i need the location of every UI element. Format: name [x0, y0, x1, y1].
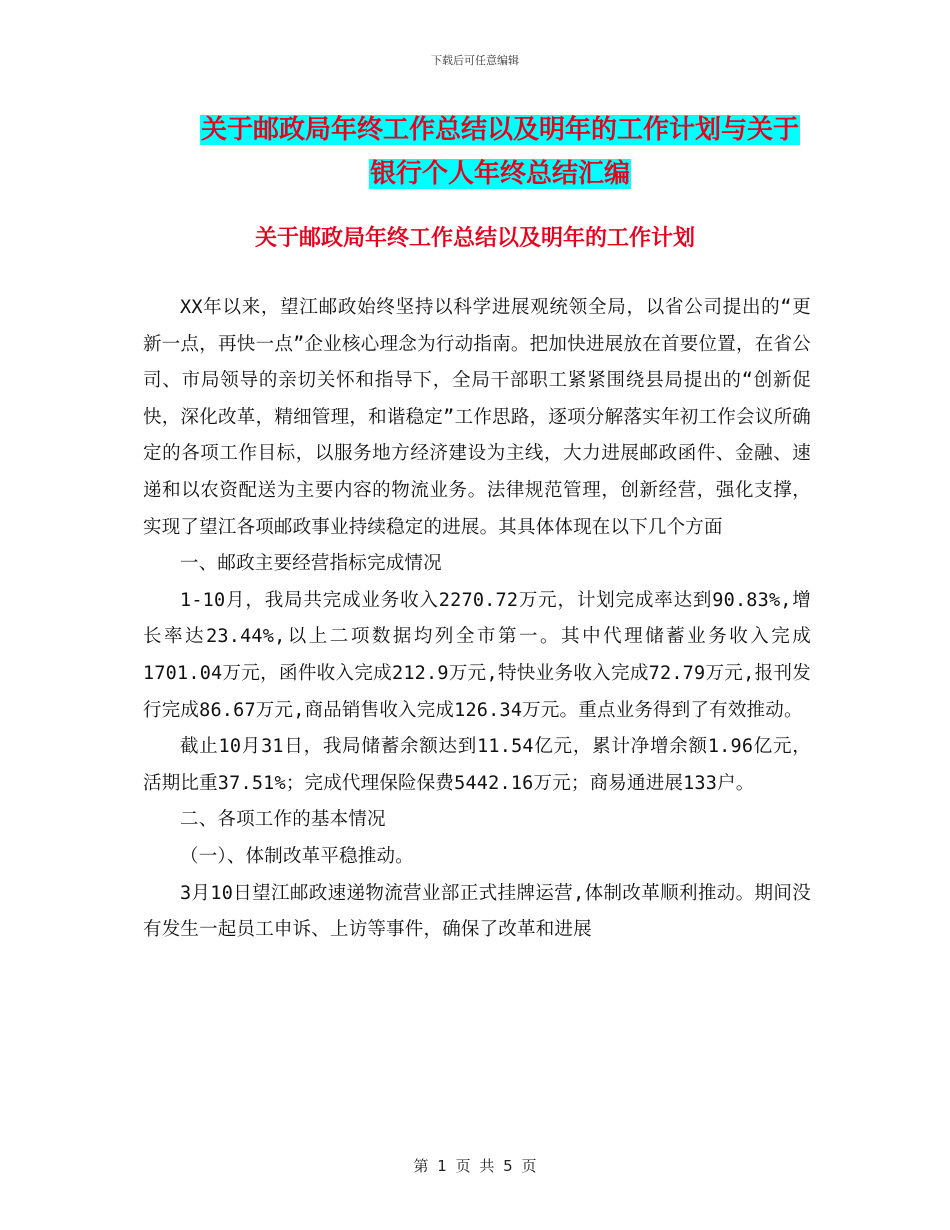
page-footer-page-number: 第 1 页 共 5 页	[413, 1157, 537, 1175]
paragraph: 二、各项工作的基本情况	[180, 809, 386, 831]
section-title: 关于邮政局年终工作总结以及明年的工作计划	[254, 226, 695, 251]
paragraph: 截止10月31日，我局储蓄余额达到11.54亿元，累计净增余额1.96亿元，活期比重37.51%；完成代理保险保费5442.16万元；商易通进展133户。	[143, 736, 811, 794]
paragraph: 一、邮政主要经营指标完成情况	[180, 553, 442, 575]
paragraph: 3月10日望江邮政速递物流营业部正式挂牌运营,体制改革顺利推动。期间没有发生一起员工申诉、上访等事件，确保了改革和进展	[143, 882, 811, 941]
document-title-line-1: 关于邮政局年终工作总结以及明年的工作计划与关于	[200, 115, 799, 145]
document-body	[143, 290, 811, 949]
document-title	[140, 108, 860, 196]
paragraph: （一）、体制改革平稳推动。	[180, 845, 414, 867]
paragraph: 1-10月，我局共完成业务收入2270.72万元，计划完成率达到90.83%,增长率达23.44%,以上二项数据均列全市第一。其中代理储蓄业务收入完成1701.04万元，函件收入完成212.9万元,特快业务收入完成72.79万元,报刊发行完成86.67万元,商品销售收入完成126.34万元。重点业务得到了有效推动。	[143, 589, 811, 721]
document-title-line-2: 银行个人年终总结汇编	[369, 159, 630, 189]
paragraph: XX年以来，望江邮政始终坚持以科学进展观统领全局，以省公司提出的“更新一点，再快一点”企业核心理念为行动指南。把加快进展放在首要位置，在省公司、市局领导的亲切关怀和指导下，全局干部职工紧紧围绕县局提出的“创新促快，深化改革，精细管理，和谐稳定”工作思路，逐项分解落实年初工作会议所确定的各项工作目标，以服务地方经济建设为主线，大力进展邮政函件、金融、速递和以农资配送为主要内容的物流业务。法律规范管理，创新经营，强化支撑，实现了望江各项邮政事业持续稳定的进展。其具体体现在以下几个方面	[143, 297, 811, 538]
page-header-note: 下载后可任意编辑	[431, 54, 519, 67]
